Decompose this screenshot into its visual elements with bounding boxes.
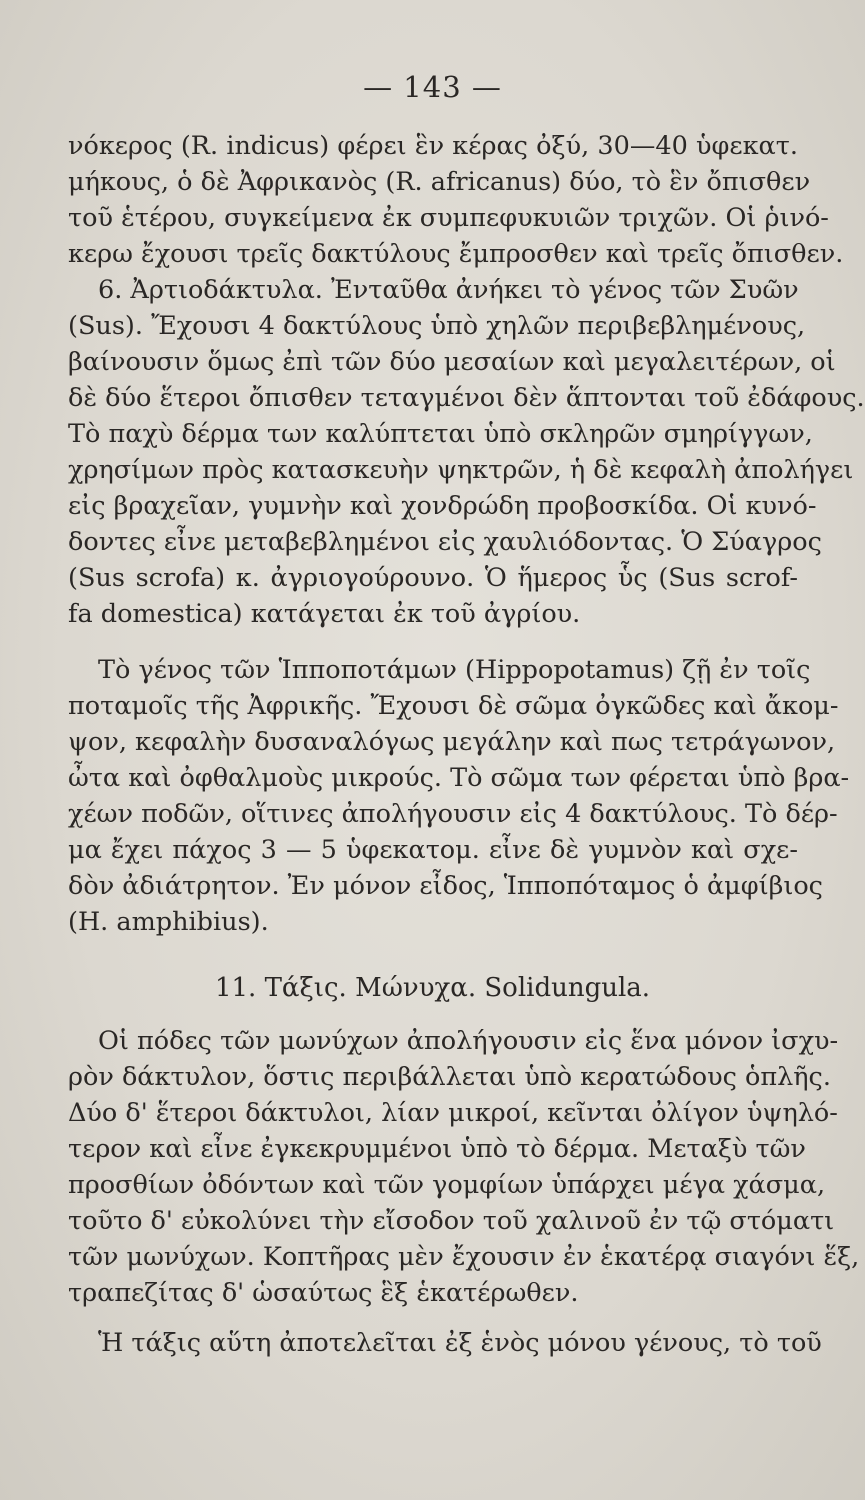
text-line: τερον καὶ εἶνε ἐγκεκρυμμένοι ὑπὸ τὸ δέρμα. Μεταξὺ τῶν	[68, 1134, 806, 1164]
text-line: μήκους, ὁ δὲ Ἀφρικανὸς (R. africanus) δύο, τὸ ἓν ὄπισθεν	[68, 167, 811, 197]
text-line: τῶν μωνύχων. Κοπτῆρας μὲν ἔχουσιν ἐν ἑκατέρᾳ σιαγόνι ἕξ,	[68, 1242, 860, 1272]
text-line: ποταμοῖς τῆς Ἀφρικῆς. Ἔχουσι δὲ σῶμα ὀγκῶδες καὶ ἄκομ-	[68, 691, 839, 721]
text-line: κερω ἔχουσι τρεῖς δακτύλους ἔμπροσθεν καὶ τρεῖς ὄπισθεν.	[68, 239, 844, 269]
text-line: (Sus scrofa) κ. ἀγριογούρουνο. Ὁ ἥμερος ὗς (Sus scrof-	[68, 563, 798, 593]
paragraph-hippopotamus	[68, 652, 850, 940]
paragraph-rhinoceros-swine	[68, 128, 865, 632]
text-line: χέων ποδῶν, οἵτινες ἀπολήγουσιν εἰς 4 δακτύλους. Τὸ δέρ-	[68, 799, 838, 829]
text-line: ὦτα καὶ ὀφθαλμοὺς μικρούς. Τὸ σῶμα των φέρεται ὑπὸ βρα-	[68, 763, 850, 793]
text-line: Δύο δ' ἕτεροι δάκτυλοι, λίαν μικροί, κεῖνται ὀλίγον ὑψηλό-	[68, 1098, 838, 1128]
text-line: τοῦτο δ' εὐκολύνει τὴν εἴσοδον τοῦ χαλινοῦ ἐν τῷ στόματι	[68, 1206, 835, 1236]
text-line: fa domestica) κατάγεται ἐκ τοῦ ἀγρίου.	[68, 599, 581, 629]
text-line: τραπεζίτας δ' ὡσαύτως ἓξ ἑκατέρωθεν.	[68, 1278, 579, 1308]
text-line: Τὸ γένος τῶν Ἱπποποτάμων (Hippopotamus) ζῇ ἐν τοῖς	[98, 655, 811, 685]
text-line: (Sus). Ἔχουσι 4 δακτύλους ὑπὸ χηλῶν περιβεβλημένους,	[68, 311, 806, 341]
text-line: δὸν ἀδιάτρητον. Ἐν μόνον εἶδος, Ἱπποπόταμος ὁ ἀμφίβιος	[68, 871, 823, 901]
text-line: δοντες εἶνε μεταβεβλημένοι εἰς χαυλιόδοντας. Ὁ Σύαγρος	[68, 527, 822, 557]
text-line: εἰς βραχεῖαν, γυμνὴν καὶ χονδρώδη προβοσκίδα. Οἱ κυνό-	[68, 491, 817, 521]
text-line: Ἡ τάξις αὕτη ἀποτελεῖται ἐξ ἑνὸς μόνου γένους, τὸ τοῦ	[98, 1328, 822, 1358]
text-line: χρησίμων πρὸς κατασκευὴν ψηκτρῶν, ἡ δὲ κεφαλὴ ἀπολήγει	[68, 455, 854, 485]
text-line: 6. Ἀρτιοδάκτυλα. Ἐνταῦθα ἀνήκει τὸ γένος τῶν Συῶν	[98, 275, 799, 305]
text-line: βαίνουσιν ὅμως ἐπὶ τῶν δύο μεσαίων καὶ μεγαλειτέρων, οἱ	[68, 347, 836, 377]
page-number: — 143 —	[363, 70, 502, 104]
paragraph-order	[68, 1325, 822, 1361]
text-line: ρὸν δάκτυλον, ὅστις περιβάλλεται ὑπὸ κερατώδους ὁπλῆς.	[68, 1062, 831, 1092]
paragraph-solidungula	[68, 1023, 860, 1311]
text-line: δὲ δύο ἕτεροι ὄπισθεν τεταγμένοι δὲν ἅπτονται τοῦ ἐδάφους.	[68, 383, 865, 413]
text-line: μα ἔχει πάχος 3 — 5 ὑφεκατομ. εἶνε δὲ γυμνὸν καὶ σχε-	[68, 835, 798, 865]
text-line: νόκερος (R. indicus) φέρει ἓν κέρας ὀξύ, 30—40 ὑφεκατ.	[68, 131, 798, 161]
section-heading: 11. Τάξις. Μώνυχα. Solidungula.	[214, 973, 651, 1003]
text-line: (H. amphibius).	[68, 907, 269, 937]
text-line: προσθίων ὀδόντων καὶ τῶν γομφίων ὑπάρχει μέγα χάσμα,	[68, 1170, 826, 1200]
text-line: τοῦ ἑτέρου, συγκείμενα ἐκ συμπεφυκυιῶν τριχῶν. Οἱ ῥινό-	[68, 203, 829, 233]
text-line: Οἱ πόδες τῶν μωνύχων ἀπολήγουσιν εἰς ἕνα μόνον ἰσχυ-	[98, 1026, 839, 1056]
text-line: Τὸ παχὺ δέρμα των καλύπτεται ὑπὸ σκληρῶν σμηρίγγων,	[68, 419, 813, 449]
text-line: ψον, κεφαλὴν δυσαναλόγως μεγάλην καὶ πως τετράγωνον,	[68, 727, 836, 757]
